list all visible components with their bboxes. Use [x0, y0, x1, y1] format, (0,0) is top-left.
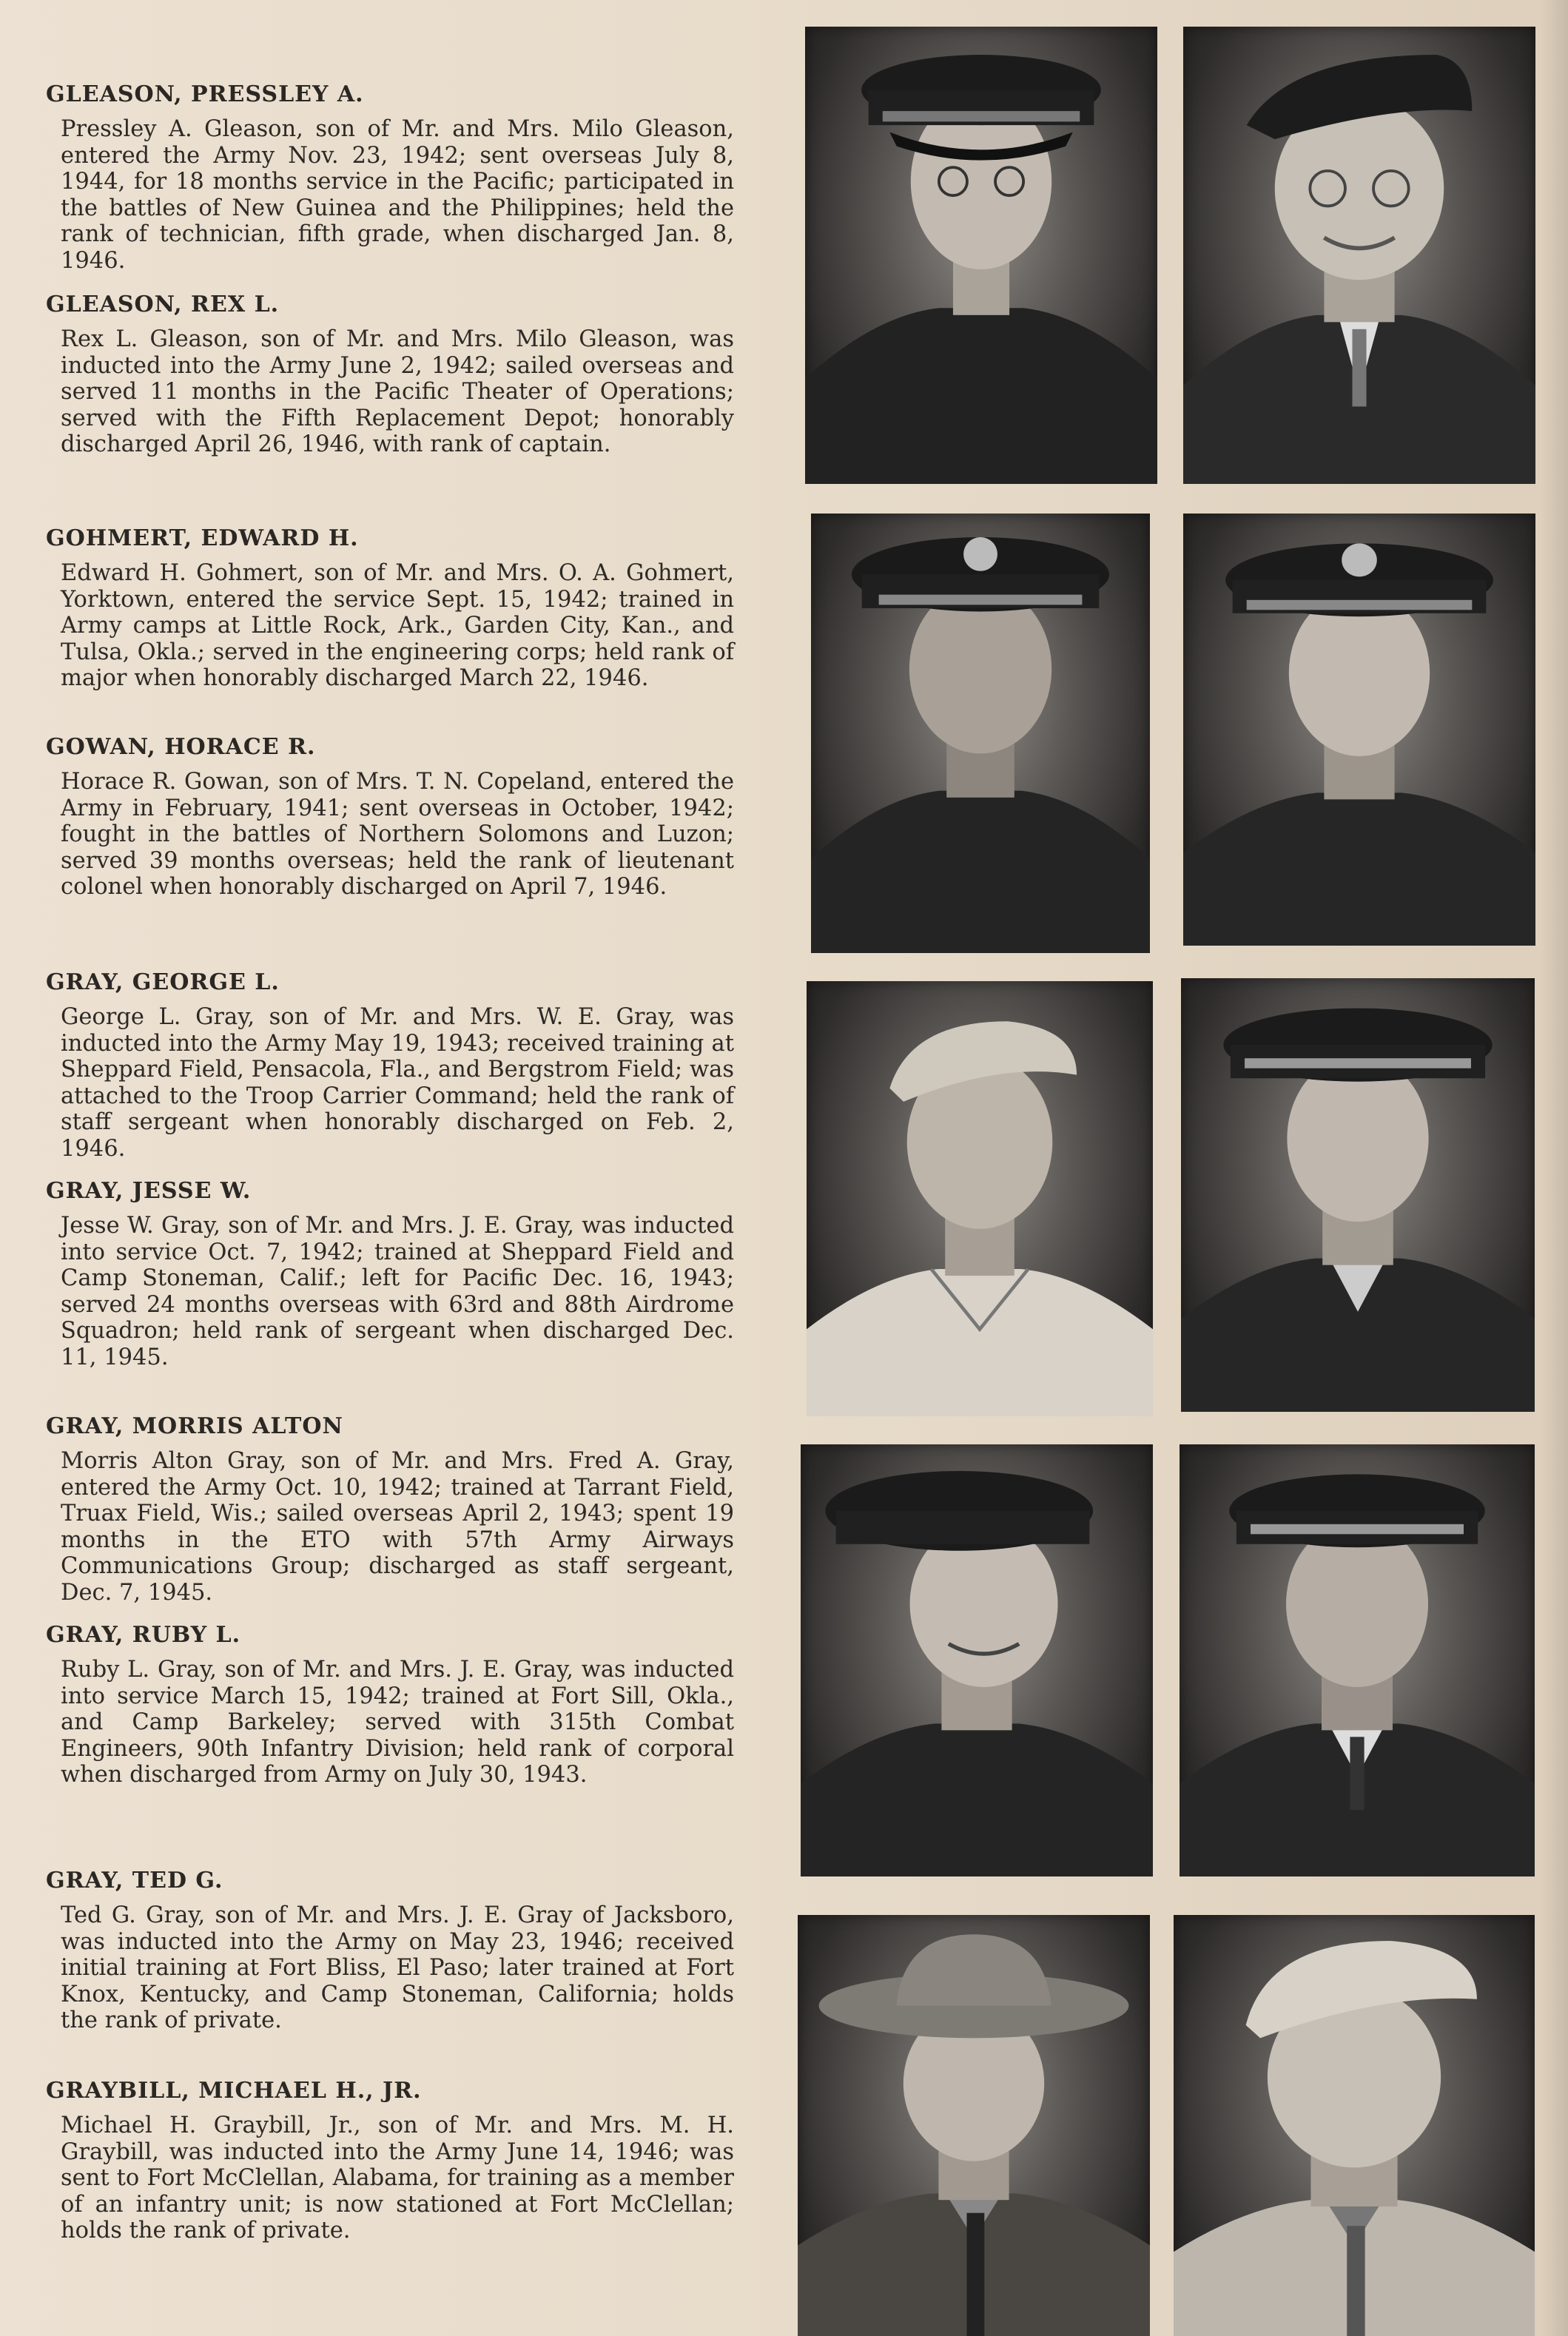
entry-text: Horace R. Gowan, son of Mrs. T. N. Copeland, entered the Army in February, 1941; sent overseas in October, 1942; fought in the battles of Northern Solomons and Luzon; served 39 months overseas; held the rank of lieutenant colonel when honorably discharged on April 7, 1946. [61, 769, 734, 900]
entry-gray-ruby [46, 1622, 734, 1788]
entry-text: George L. Gray, son of Mr. and Mrs. W. E. Gray, was inducted into the Army May 19, 1943; received training at Sheppard Field, Pensacola, Fla., and Bergstrom Field; was attached to the Troop Carrier Command; held the rank of staff sergeant when honorably discharged on Feb. 2, 1946. [61, 1004, 734, 1162]
entry-name: GRAY, MORRIS ALTON [46, 1413, 343, 1439]
entry-gohmert-edward [46, 525, 734, 692]
entry-text: Pressley A. Gleason, son of Mr. and Mrs. Milo Gleason, entered the Army Nov. 23, 1942; sent overseas July 8, 1944, for 18 months service in the Pacific; participated in the battles of New Guinea and the Philippines; held the rank of technician, fifth grade, when discharged Jan. 8, 1946. [61, 116, 734, 274]
portrait-photo [1181, 978, 1535, 1412]
portrait-photo [801, 1444, 1153, 1876]
entry-text: Rex L. Gleason, son of Mr. and Mrs. Milo Gleason, was inducted into the Army June 2, 1942; sailed overseas and served 11 months in the Pacific Theater of Operations; served with the Fifth Replacement Depot; honorably discharged April 26, 1946, with rank of captain. [61, 326, 734, 457]
portrait-photo [1174, 1915, 1535, 2336]
entry-text: Ruby L. Gray, son of Mr. and Mrs. J. E. Gray, was inducted into service March 15, 1942; trained at Fort Sill, Okla., and Camp Barkeley; served with 315th Combat Engineers, 90th Infantry Division; held rank of corporal when discharged from Army on July 30, 1943. [61, 1657, 734, 1788]
page-edge-shadow [1541, 0, 1568, 2336]
portrait-photo [1183, 514, 1535, 946]
entry-text: Jesse W. Gray, son of Mr. and Mrs. J. E. Gray, was inducted into service Oct. 7, 1942; trained at Sheppard Field and Camp Stoneman, Calif.; left for Pacific Dec. 16, 1943; served 24 months overseas with 63rd and 88th Airdrome Squadron; held rank of sergeant when discharged Dec. 11, 1945. [61, 1213, 734, 1370]
portrait-photo [1180, 1444, 1535, 1876]
entry-name: GRAYBILL, MICHAEL H., JR. [46, 2078, 422, 2104]
entry-name: GRAY, TED G. [46, 1868, 223, 1894]
entry-name: GLEASON, PRESSLEY A. [46, 81, 364, 107]
entry-text: Morris Alton Gray, son of Mr. and Mrs. Fred A. Gray, entered the Army Oct. 10, 1942; trained at Tarrant Field, Truax Field, Wis.; sailed overseas April 2, 1943; spent 19 months in the ETO with 57th Army Airways Communications Group; discharged as staff sergeant, Dec. 7, 1945. [61, 1448, 734, 1606]
entry-name: GRAY, JESSE W. [46, 1178, 252, 1204]
entry-graybill-michael [46, 2078, 734, 2244]
entry-name: GRAY, RUBY L. [46, 1622, 241, 1648]
entry-gowan-horace [46, 734, 734, 901]
portrait-photo [798, 1915, 1150, 2336]
entry-gleason-pressley [46, 81, 734, 274]
portrait-photo [807, 981, 1153, 1416]
entry-name: GRAY, GEORGE L. [46, 969, 280, 995]
entry-gray-morris [46, 1413, 734, 1606]
entry-gray-ted [46, 1868, 734, 2034]
entry-name: GLEASON, REX L. [46, 292, 280, 317]
entry-gray-jesse [46, 1178, 734, 1370]
entry-text: Ted G. Gray, son of Mr. and Mrs. J. E. Gray of Jacksboro, was inducted into the Army on May 23, 1946; received initial training at Fort Bliss, El Paso; later trained at Fort Knox, Kentucky, and Camp Stoneman, California; holds the rank of private. [61, 1902, 734, 2033]
entry-text: Michael H. Graybill, Jr., son of Mr. and Mrs. M. H. Graybill, was inducted into the Army June 14, 1946; was sent to Fort McClellan, Alabama, for training as a member of an infantry unit; is now stationed at Fort McClellan; holds the rank of private. [61, 2113, 734, 2244]
portrait-photo [805, 27, 1157, 484]
entry-gleason-rex [46, 292, 734, 458]
portrait-photo [1183, 27, 1535, 484]
entry-text: Edward H. Gohmert, son of Mr. and Mrs. O. A. Gohmert, Yorktown, entered the service Sept. 15, 1942; trained in Army camps at Little Rock, Ark., Garden City, Kan., and Tulsa, Okla.; served in the engineering corps; held rank of major when honorably discharged March 22, 1946. [61, 560, 734, 691]
entry-name: GOHMERT, EDWARD H. [46, 525, 359, 551]
entry-gray-george [46, 969, 734, 1162]
entry-name: GOWAN, HORACE R. [46, 734, 316, 760]
portrait-photo [811, 514, 1150, 953]
